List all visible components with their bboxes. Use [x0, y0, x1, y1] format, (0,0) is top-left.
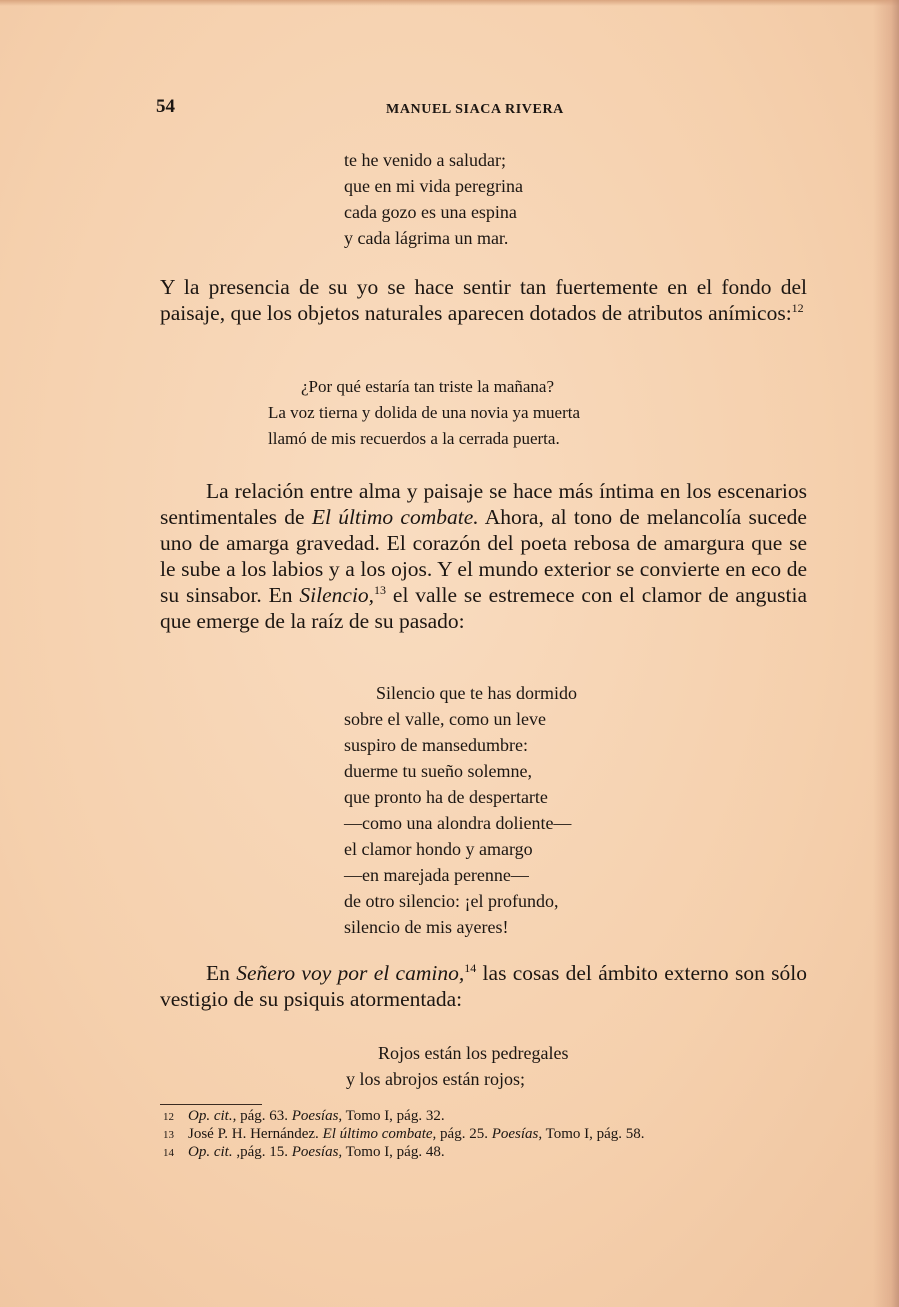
verse-line: el clamor hondo y amargo [344, 839, 533, 859]
paragraph-2 [160, 478, 807, 634]
footnote-author: José P. H. Hernández. [188, 1126, 319, 1142]
paragraph-text: La relación entre alma y paisaje se hace más íntima en los escenarios sentimentales de [160, 479, 807, 529]
verse-line: y los abrojos están rojos; [346, 1069, 525, 1089]
footnote-cite: Op. cit. [188, 1144, 233, 1160]
footnote-text: Tomo I, pág. 58. [545, 1126, 645, 1142]
verse-line: llamó de mis recuerdos a la cerrada puerta. [268, 429, 560, 448]
page-top-edge [0, 0, 899, 6]
footnote-text: Tomo I, pág. 48. [345, 1144, 445, 1160]
work-title: El último combate. [311, 505, 479, 529]
verse-block-2 [268, 374, 580, 452]
footnote-12 [163, 1108, 645, 1126]
footnote-ref: 12 [791, 300, 804, 315]
verse-line: silencio de mis ayeres! [344, 917, 509, 937]
verse-block-3 [344, 680, 577, 940]
footnote-text: ,pág. 15. [236, 1144, 288, 1160]
paragraph-text: Y la presencia de su yo se hace sentir tan fuertemente en el fondo del paisaje, que los objetos naturales aparecen dotados de atributos anímicos: [160, 275, 807, 325]
verse-line: que pronto ha de despertarte [344, 787, 548, 807]
footnote-text: pág. 25. [440, 1126, 488, 1142]
work-title: Silencio, [299, 583, 375, 607]
footnote-work: Poesías, [291, 1108, 343, 1124]
verse-line: Silencio que te has dormido [376, 683, 577, 703]
paragraph-text: Ahora, al tono de melancolía sucede uno de amarga gravedad. El corazón del poeta rebosa de amargura que se le sube a los labios y a los ojos. Y el mundo exterior se convierte en eco de su sinsabor. En [160, 505, 807, 607]
verse-line: y cada lágrima un mar. [344, 228, 509, 248]
work-title: Señero voy por el camino, [236, 961, 465, 985]
verse-line: cada gozo es una espina [344, 202, 517, 222]
footnote-work: Poesías, [291, 1144, 343, 1160]
paragraph-1 [160, 274, 807, 326]
verse-line: ¿Por qué estaría tan triste la mañana? [301, 377, 554, 396]
footnote-number: 14 [163, 1147, 174, 1159]
footnote-text: pág. 63. [240, 1108, 288, 1124]
footnote-ref: 13 [374, 582, 387, 597]
paragraph-3 [160, 960, 807, 1012]
verse-block-4 [346, 1040, 568, 1092]
verse-line: duerme tu sueño solemne, [344, 761, 532, 781]
footnotes [163, 1108, 645, 1162]
verse-line: te he venido a saludar; [344, 150, 506, 170]
page-right-edge [873, 0, 899, 1307]
running-head: MANUEL SIACA RIVERA [386, 102, 564, 117]
footnote-cite: Op. cit., [188, 1108, 237, 1124]
footnote-divider [160, 1104, 262, 1105]
footnote-work: Poesías, [491, 1126, 543, 1142]
verse-line: —en marejada perenne— [344, 865, 529, 885]
footnote-number: 13 [163, 1129, 174, 1141]
verse-line: La voz tierna y dolida de una novia ya muerta [268, 403, 581, 422]
footnote-13 [163, 1126, 645, 1144]
paragraph-text: En [206, 961, 230, 985]
footnote-number: 12 [163, 1111, 174, 1123]
verse-block-1 [344, 147, 523, 251]
footnote-text: Tomo I, pág. 32. [345, 1108, 445, 1124]
footnote-14 [163, 1144, 645, 1162]
footnote-ref: 14 [464, 960, 477, 975]
verse-line: Rojos están los pedregales [378, 1043, 569, 1063]
verse-line: —como una alondra doliente— [344, 813, 572, 833]
verse-line: que en mi vida peregrina [344, 176, 523, 196]
verse-line: de otro silencio: ¡el profundo, [344, 891, 559, 911]
verse-line: sobre el valle, como un leve [344, 709, 546, 729]
page-number: 54 [156, 96, 175, 117]
footnote-cite: El último combate, [322, 1126, 437, 1142]
paragraph-text: el valle se estremece con el clamor de angustia que emerge de la raíz de su pasado: [160, 583, 808, 633]
paragraph-text: las cosas del ámbito externo son sólo vestigio de su psiquis atormentada: [160, 961, 808, 1011]
verse-line: suspiro de mansedumbre: [344, 735, 528, 755]
